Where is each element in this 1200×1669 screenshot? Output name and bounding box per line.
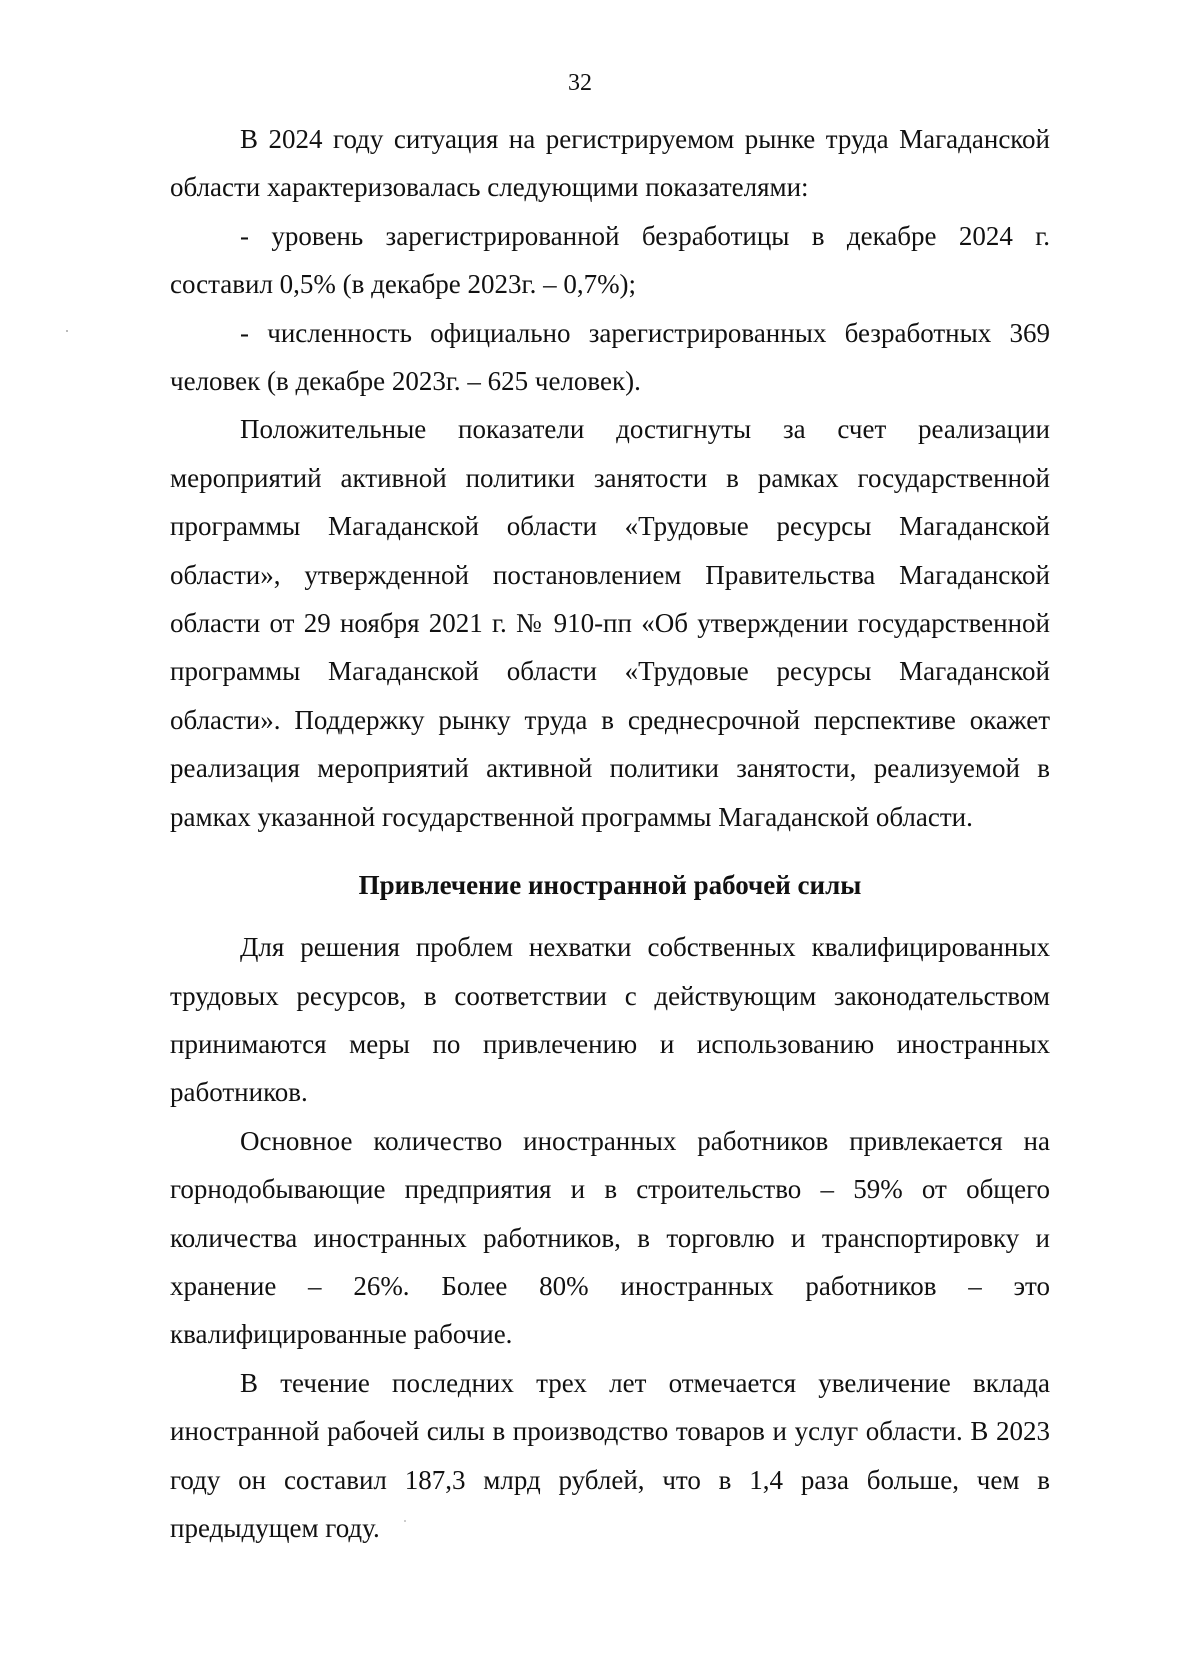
paragraph-employment-policy: Положительные показатели достигнуты за счет реализации мероприятий активной политики занятости в рамках государственной программы Магаданской области «Трудовые ресурсы Магаданской области», утвержденной постановлением Правительства Магаданской области от 29 ноября 2021 г. № 910-пп «Об утверждении государственной программы Магаданской области «Трудовые ресурсы Магаданской области». Поддержку рынку труда в среднесрочной перспективе окажет реализация мероприятий активной политики занятости, реализуемой в рамках указанной государственной программы Магаданской области. [170, 414, 1050, 832]
paragraph-foreign-labor-measures: Для решения проблем нехватки собственных квалифицированных трудовых ресурсов, в соответствии с действующим законодательством принимаются меры по привлечению и использованию иностранных работников. [170, 932, 1050, 1108]
paragraph-foreign-labor-distribution: Основное количество иностранных работников привлекается на горнодобывающие предприятия и в строительство – 59% от общего количества иностранных работников, в торговлю и транспортировку и хранение – 26%. Более 80% иностранных работников – это квалифицированные рабочие. [170, 1125, 1050, 1350]
scan-speck [404, 1520, 406, 1522]
page-number: 32 [568, 70, 592, 96]
paragraph-foreign-labor-contribution: В течение последних трех лет отмечается увеличение вклада иностранной рабочей силы в производство товаров и услуг области. В 2023 году он составил 187,3 млрд рублей, что в 1,4 раза больше, чем в предыдущем году. [170, 1367, 1050, 1543]
document-body [170, 115, 1050, 1552]
paragraph-unemployment-rate: - уровень зарегистрированной безработицы в декабре 2024 г. составил 0,5% (в декабре 2023г. – 0,7%); [170, 220, 1050, 300]
paragraph-unemployed-count: - численность официально зарегистрированных безработных 369 человек (в декабре 2023г. – 625 человек). [170, 317, 1050, 397]
scan-speck [66, 330, 68, 332]
section-heading: Привлечение иностранной рабочей силы [358, 870, 862, 901]
paragraph-intro: В 2024 году ситуация на регистрируемом рынке труда Магаданской области характеризовалась следующими показателями: [170, 124, 1050, 203]
